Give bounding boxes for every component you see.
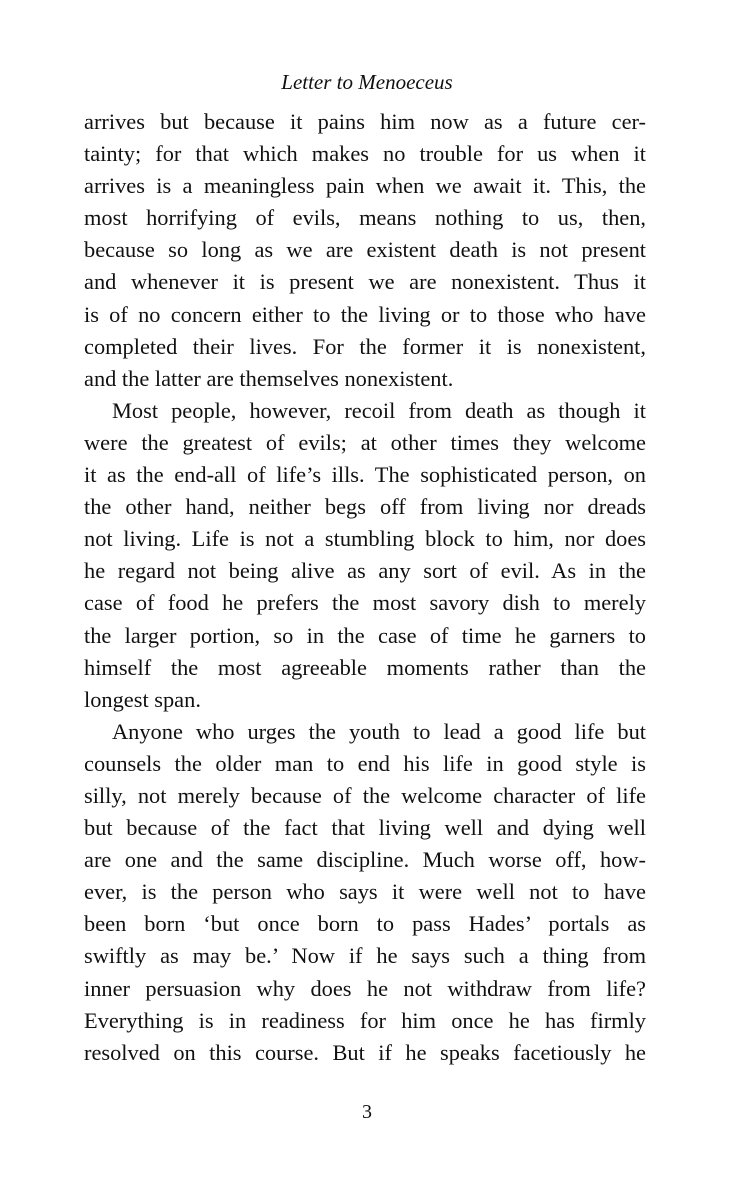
paragraph [84, 716, 646, 1069]
text-line: most horrifying of evils, means nothing to us, then, [84, 205, 646, 231]
text-line: because so long as we are existent death is not present [84, 237, 646, 263]
text-line: been born ‘but once born to pass Hades’ portals as [84, 911, 646, 937]
text-line: swiftly as may be.’ Now if he says such a thing from [84, 943, 646, 969]
paragraph [84, 395, 646, 716]
text-line: tainty; for that which makes no trouble for us when it [84, 141, 646, 167]
running-head: Letter to Menoeceus [281, 70, 453, 94]
text-line: Most people, however, recoil from death as though it [112, 397, 646, 423]
text-line: Anyone who urges the youth to lead a good life but [112, 718, 646, 744]
text-line: were the greatest of evils; at other times they welcome [84, 429, 646, 455]
text-line: himself the most agreeable moments rather than the [84, 654, 646, 680]
text-line: is of no concern either to the living or to those who have [84, 301, 646, 327]
text-line: longest span. [84, 686, 201, 712]
text-line: silly, not merely because of the welcome character of life [84, 782, 646, 808]
text-line: counsels the older man to end his life in good style is [84, 750, 646, 776]
text-line: the other hand, neither begs off from living nor dreads [84, 494, 646, 520]
text-line: it as the end-all of life’s ills. The sophisticated person, on [84, 462, 646, 488]
text-line: completed their lives. For the former it is nonexistent, [84, 333, 646, 359]
text-line: not living. Life is not a stumbling block to him, nor does [84, 526, 646, 552]
text-line: Everything is in readiness for him once he has firmly [84, 1007, 646, 1033]
text-line: arrives is a meaningless pain when we await it. This, the [84, 173, 646, 199]
text-line: and whenever it is present we are nonexistent. Thus it [84, 269, 646, 295]
text-line: arrives but because it pains him now as a future cer- [84, 109, 646, 134]
text-line: he regard not being alive as any sort of evil. As in the [84, 558, 646, 584]
body-text [84, 106, 646, 1069]
text-line: inner persuasion why does he not withdraw from life? [84, 975, 646, 1001]
text-line: and the latter are themselves nonexistent. [84, 365, 454, 391]
page-number: 3 [362, 1101, 372, 1123]
text-line: are one and the same discipline. Much worse off, how- [84, 847, 646, 873]
text-line: ever, is the person who says it were well not to have [84, 879, 646, 905]
paragraph [84, 106, 646, 395]
text-line: resolved on this course. But if he speaks facetiously he [84, 1039, 646, 1065]
text-line: but because of the fact that living well and dying well [84, 815, 646, 841]
text-line: case of food he prefers the most savory dish to merely [84, 590, 646, 616]
text-line: the larger portion, so in the case of time he garners to [84, 622, 646, 648]
